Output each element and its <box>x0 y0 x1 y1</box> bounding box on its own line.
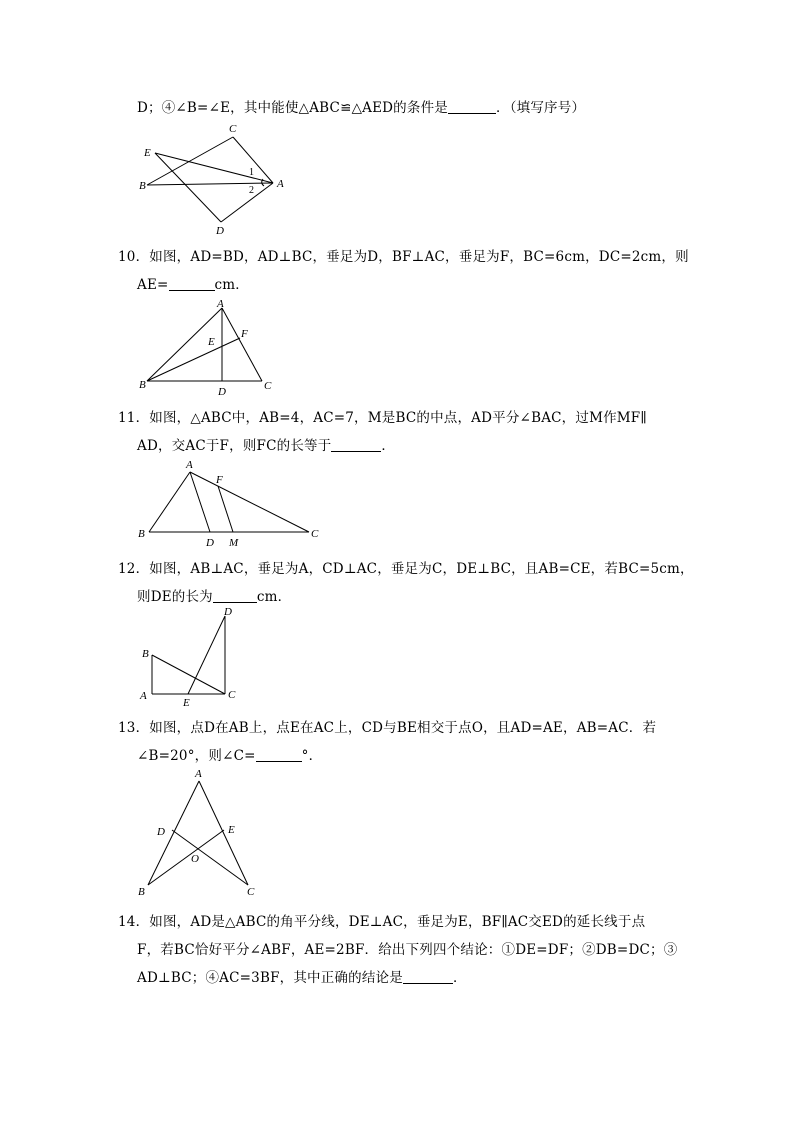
q10-text-head: AE= <box>137 277 169 293</box>
q12-figure <box>135 606 250 711</box>
q9-segment-DA <box>221 183 273 222</box>
q11-text-head: AD，交AC于F，则FC的长等于 <box>137 438 332 454</box>
q13-figure <box>135 765 265 900</box>
q10-segment-AC <box>222 308 262 381</box>
q12-text-line1 <box>118 557 694 577</box>
q13-answer-blank <box>256 748 302 762</box>
q12-text: 12．如图，AB⊥AC，垂足为A，CD⊥AC，垂足为C，DE⊥BC，且AB=CE，若BC=5cm， <box>118 561 694 577</box>
q11-segment-AB <box>149 472 190 532</box>
q9-angle-arc <box>262 179 264 186</box>
q13-text-line1 <box>118 716 656 736</box>
q10-label-A: A <box>217 298 224 310</box>
q10-label-B: B <box>139 379 146 391</box>
q11-label-M: M <box>229 537 239 549</box>
q12-text-line2 <box>137 585 291 605</box>
q9-segment-ED <box>155 153 221 222</box>
q10-text-tail: cm． <box>214 277 249 293</box>
q11-text-line2 <box>137 434 395 454</box>
q14-text-line3 <box>137 966 467 986</box>
q13-segment-CD <box>172 830 248 885</box>
q11-label-A: A <box>186 459 193 471</box>
q13-label-A: A <box>195 768 202 780</box>
q9-label-B: B <box>139 180 146 192</box>
q11-label-B: B <box>138 528 145 540</box>
q13-text-line2 <box>137 744 322 764</box>
q11-text-tail: ． <box>381 438 396 454</box>
q12-answer-blank <box>213 589 257 603</box>
q9-text: D；④∠B=∠E，其中能使△ABC≌△AED的条件是 <box>137 100 448 116</box>
q13-label-D: D <box>157 826 165 838</box>
q14-text: 14．如图，AD是△ABC的角平分线，DE⊥AC，垂足为E，BF∥AC交ED的延长线于点 <box>118 914 646 930</box>
q11-label-F: F <box>216 474 223 486</box>
q12-label-E: E <box>183 697 190 709</box>
q9-label-C: C <box>229 123 237 135</box>
q13-label-B: B <box>138 886 145 898</box>
q14-text-head: AD⊥BC；④AC=3BF，其中正确的结论是 <box>137 970 403 986</box>
q11-label-D: D <box>206 537 214 549</box>
q12-text-tail: cm． <box>256 589 292 605</box>
q10-answer-blank <box>169 277 215 291</box>
q12-label-D: D <box>224 606 232 618</box>
q9-label-A: A <box>277 178 284 190</box>
q13-text-tail: °． <box>301 748 323 764</box>
q12-segment-DE <box>188 616 225 694</box>
q14-text-line2-content: F，若BC恰好平分∠ABF，AE=2BF．给出下列四个结论：①DE=DF；②DB=DC；③ <box>137 942 678 958</box>
q9-answer-blank <box>448 100 496 114</box>
q13-segment-AB <box>148 781 199 885</box>
q10-text: 10．如图，AD=BD，AD⊥BC，垂足为D，BF⊥AC，垂足为F，BC=6cm，DC=2cm，则 <box>118 249 689 265</box>
q13-segment-BE <box>148 830 224 885</box>
q10-label-F: F <box>241 328 248 340</box>
q11-segment-AC <box>190 472 309 532</box>
q11-text-line1 <box>118 406 647 426</box>
q14-text-line1 <box>118 910 645 930</box>
q13-text-head: ∠B=20°，则∠C= <box>137 748 256 764</box>
q12-label-C: C <box>228 689 236 701</box>
q13-label-C: C <box>247 886 255 898</box>
q12-text-head: 则DE的长为 <box>137 589 213 605</box>
q14-text-tail: ． <box>452 970 467 986</box>
q10-figure <box>135 298 285 398</box>
q11-text: 11．如图，△ABC中，AB=4，AC=7，M是BC的中点，AD平分∠BAC，过M作MF∥ <box>118 410 647 426</box>
q10-label-C: C <box>264 380 272 392</box>
q11-figure <box>135 456 335 551</box>
q9-text-line1 <box>137 96 585 116</box>
q10-label-E: E <box>208 336 215 348</box>
q9-label-1: 1 <box>249 167 254 178</box>
q10-segment-BF <box>147 338 240 381</box>
q13-label-O: O <box>191 853 199 865</box>
q12-label-B: B <box>142 648 149 660</box>
q10-text-line1 <box>118 245 689 265</box>
q9-segment-BC <box>147 137 233 185</box>
q10-text-line2 <box>137 273 249 293</box>
q10-label-D: D <box>218 386 226 398</box>
q12-segment-BC <box>152 655 225 694</box>
q11-answer-blank <box>331 438 381 452</box>
q11-label-C: C <box>311 528 319 540</box>
q12-label-A: A <box>140 690 147 702</box>
q14-text-line2 <box>137 938 677 958</box>
q9-figure <box>135 120 295 238</box>
q9-label-E: E <box>144 147 151 159</box>
q9-label-2: 2 <box>249 185 254 196</box>
q9-segment-BA <box>147 183 273 185</box>
q13-label-E: E <box>228 824 235 836</box>
q9-label-D: D <box>216 225 224 237</box>
q13-segment-AC <box>199 781 248 885</box>
q14-answer-blank <box>403 970 453 984</box>
q9-text-tail: ．（填写序号） <box>496 100 586 116</box>
q13-text: 13．如图，点D在AB上，点E在AC上，CD与BE相交于点O，且AD=AE，AB=AC．若 <box>118 720 657 736</box>
q9-segment-EA <box>155 153 273 183</box>
